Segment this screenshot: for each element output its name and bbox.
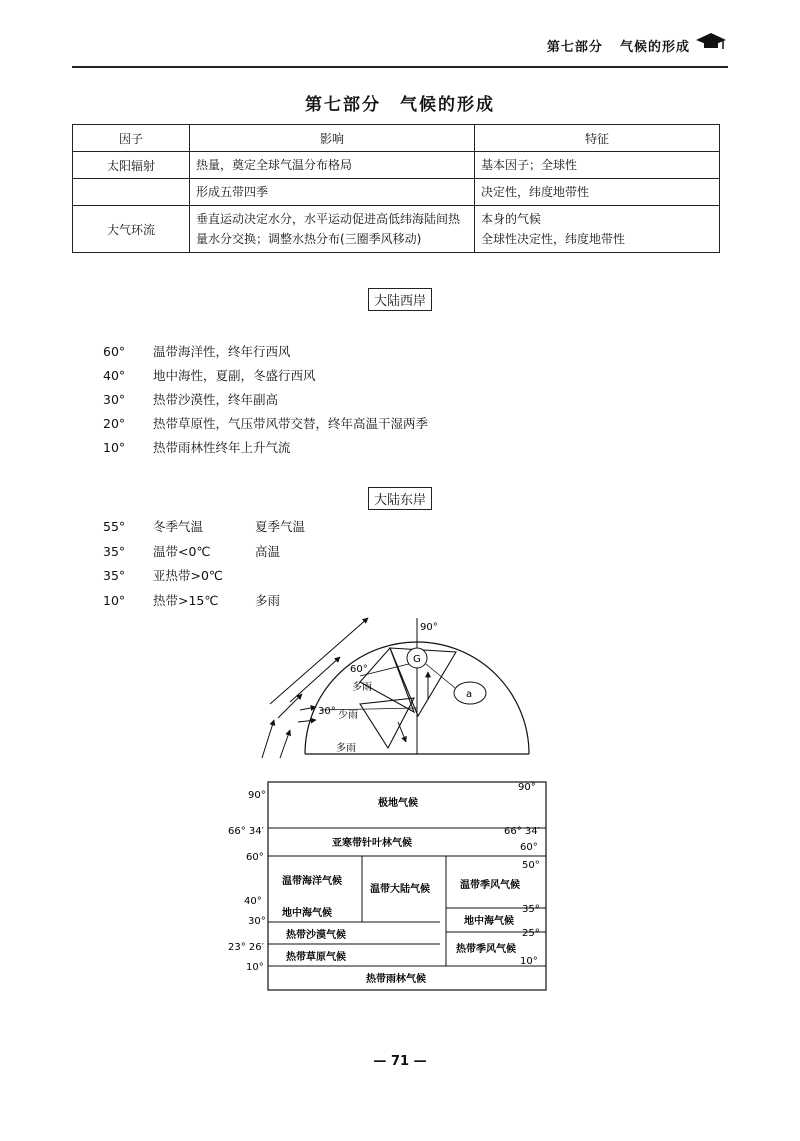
feature-cell <box>475 206 720 253</box>
table-header-row <box>73 125 720 152</box>
zone-label: 极地气候 <box>378 798 418 809</box>
latitude: 10° <box>103 593 126 608</box>
summer-text: 夏季气温 <box>255 519 306 534</box>
lat-left-label: 90° <box>248 790 266 801</box>
header-topic: 气候的形成 <box>619 40 690 55</box>
summer-text: 多雨 <box>255 593 281 608</box>
lat-right-label: 90° <box>518 782 536 793</box>
rain-label: 少雨 <box>338 710 358 721</box>
list-item <box>103 414 428 432</box>
lat-right-label: 35° <box>522 904 540 915</box>
latitude: 55° <box>103 519 126 534</box>
latitude: 35° <box>103 568 126 583</box>
east-coast-label: 大陆东岸 <box>368 487 432 510</box>
latitude: 30° <box>103 392 126 407</box>
lat-90-label: 90° <box>420 622 438 633</box>
summer-text: 高温 <box>255 544 281 559</box>
latitude: 60° <box>103 344 126 359</box>
factor-cell: 大气环流 <box>73 206 190 253</box>
zone-label: 亚寒带针叶林气候 <box>332 838 412 849</box>
winter-text: 温带<0℃ <box>153 544 211 559</box>
lat-left-label: 60° <box>246 852 264 863</box>
wind-arrow <box>280 730 290 758</box>
feature-cell: 决定性，纬度地带性 <box>475 179 720 206</box>
lat-right-label: 66° 34′ <box>504 826 540 837</box>
lat-right-label: 25° <box>522 928 540 939</box>
rain-label: 多雨 <box>336 743 356 754</box>
list-item <box>103 342 291 360</box>
winter-text: 热带>15℃ <box>153 593 219 608</box>
lat-left-label: 30° <box>248 916 266 927</box>
climate-text: 热带雨林性终年上升气流 <box>153 440 291 455</box>
header-feature: 特征 <box>475 125 720 152</box>
lat-right-label: 10° <box>520 956 538 967</box>
climate-text: 地中海性，夏副，冬盛行西风 <box>153 368 316 383</box>
zone-label: 地中海气候 <box>464 916 514 927</box>
header-factor: 因子 <box>73 125 190 152</box>
zone-label: 温带大陆气候 <box>370 884 430 895</box>
zone-label: 热带季风气候 <box>456 944 516 955</box>
feature-cell: 基本因子；全球性 <box>475 152 720 179</box>
zone-label: 热带雨林气候 <box>366 974 426 985</box>
cell-g-label: G <box>413 654 421 665</box>
zone-label: 热带沙漠气候 <box>286 930 346 941</box>
graduation-cap-icon <box>694 30 728 52</box>
pointer-line <box>426 664 455 688</box>
cell-a-label: a <box>466 689 473 700</box>
header-effect: 影响 <box>190 125 475 152</box>
zone-label: 地中海气候 <box>282 908 332 919</box>
lat-left-label: 23° 26′ <box>228 942 264 953</box>
climate-text: 热带沙漠性，终年副高 <box>153 392 279 407</box>
list-item <box>103 566 255 584</box>
latitude: 40° <box>103 368 126 383</box>
table-row <box>73 152 720 179</box>
zone-label: 热带草原气候 <box>286 952 346 963</box>
factor-cell: 太阳辐射 <box>73 152 190 179</box>
factor-cell <box>73 179 190 206</box>
list-item <box>103 591 280 609</box>
list-item <box>103 517 305 535</box>
lat-60-line <box>360 662 417 676</box>
wind-arrow <box>262 720 274 758</box>
effect-cell: 形成五带四季 <box>190 179 475 206</box>
running-header <box>547 36 690 55</box>
latitude: 10° <box>103 440 126 455</box>
lat-60-label: 60° <box>350 664 368 675</box>
west-coast-label: 大陆西岸 <box>368 288 432 311</box>
ferrel-cell <box>360 648 414 712</box>
lat-30-label: 30° <box>318 706 336 717</box>
climate-text: 热带草原性，气压带风带交替，终年高温干湿两季 <box>153 416 429 431</box>
rain-label: 多雨 <box>352 682 372 693</box>
page-title: 第七部分 气候的形成 <box>305 95 495 115</box>
lat-left-label: 10° <box>246 962 264 973</box>
lat-left-label: 66° 34′ <box>228 826 264 837</box>
climate-text: 温带海洋性，终年行西风 <box>153 344 291 359</box>
list-item <box>103 542 280 560</box>
wind-arrow <box>298 720 316 722</box>
header-rule <box>72 66 728 68</box>
lat-left-label: 40° <box>244 896 262 907</box>
climate-factors-table <box>72 124 720 253</box>
latitude: 35° <box>103 544 126 559</box>
lat-right-label: 50° <box>522 860 540 871</box>
zone-label: 温带季风气候 <box>460 880 520 891</box>
list-item <box>103 390 278 408</box>
lat-right-label: 60° <box>520 842 538 853</box>
effect-cell: 垂直运动决定水分，水平运动促进高低纬海陆间热量水分交换；调整水热分布(三圈季风移动) <box>190 206 475 253</box>
zone-label: 温带海洋气候 <box>282 876 342 887</box>
winter-text: 冬季气温 <box>153 519 204 534</box>
table-row <box>73 179 720 206</box>
effect-cell: 热量，奠定全球气温分布格局 <box>190 152 475 179</box>
page-number: — 71 — <box>373 1054 427 1069</box>
feature-line: 本身的气候 <box>481 212 542 226</box>
table-row <box>73 206 720 253</box>
circulation-diagram <box>250 612 560 762</box>
wind-arrow <box>278 694 302 718</box>
cell-arrow <box>398 722 406 742</box>
latitude: 20° <box>103 416 126 431</box>
winter-text: 亚热带>0℃ <box>153 568 223 583</box>
list-item <box>103 366 316 384</box>
header-section: 第七部分 <box>546 40 603 55</box>
list-item <box>103 438 291 456</box>
climate-zone-diagram <box>220 776 560 996</box>
feature-line: 全球性决定性，纬度地带性 <box>481 232 626 246</box>
